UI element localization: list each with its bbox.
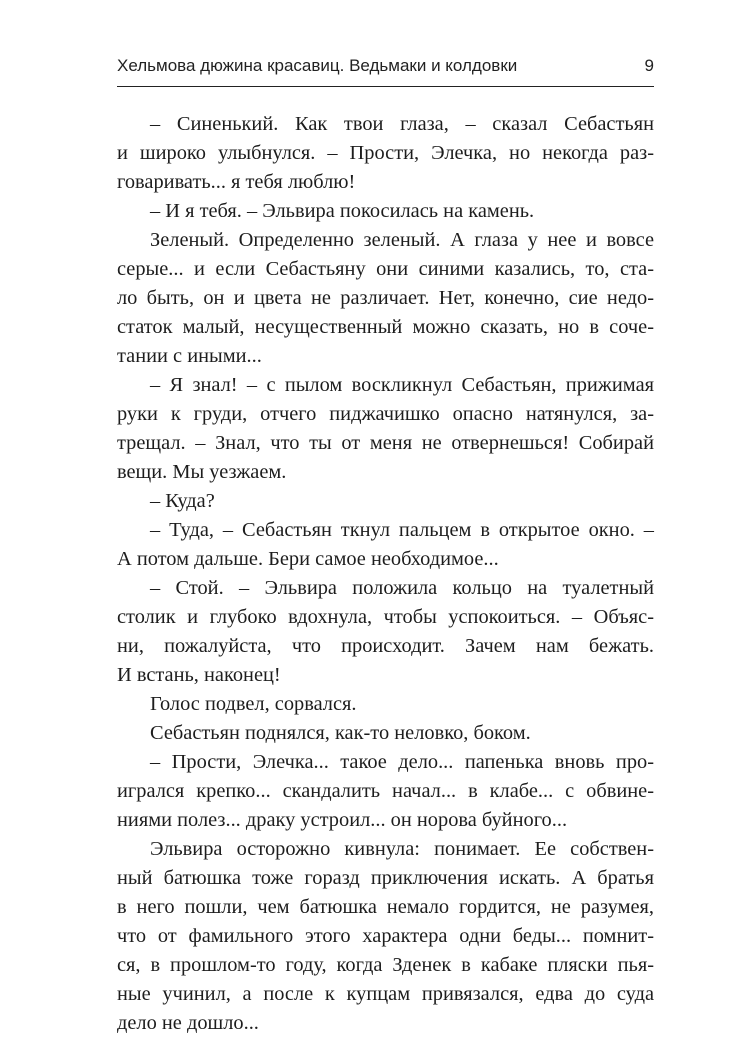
text-line: в него пошли, чем батюшка немало гордится, не разумея,: [117, 896, 654, 918]
text-line: ниями полез... драку устроил... он норова буйного...: [117, 809, 568, 831]
text-line: ный батюшка тоже горазд приключения искать. А братья: [117, 867, 654, 889]
text-line: ся, в прошлом-то году, когда Зденек в кабаке пляски пья-: [117, 954, 654, 976]
text-line: – Стой. – Эльвира положила кольцо на туалетный: [150, 577, 654, 599]
text-line: – Куда?: [150, 490, 215, 512]
text-line: трещал. – Знал, что ты от меня не отвернешься! Собирай: [117, 432, 654, 454]
text-line: – Прости, Элечка... такое дело... папенька вновь про-: [150, 751, 654, 773]
text-line: – Я знал! – с пылом воскликнул Себастьян, прижимая: [150, 374, 654, 396]
text-line: ные учинил, а после к купцам привязался, едва до суда: [117, 983, 654, 1005]
text-line: А потом дальше. Бери самое необходимое...: [117, 548, 499, 570]
text-line: ни, пожалуйста, что происходит. Зачем нам бежать.: [117, 635, 654, 657]
text-line: тании с иными...: [117, 345, 262, 367]
text-line: Эльвира осторожно кивнула: понимает. Ее собствен-: [150, 838, 654, 860]
text-line: вещи. Мы уезжаем.: [117, 461, 287, 483]
text-line: столик и глубоко вдохнула, чтобы успокоиться. – Объяс-: [117, 606, 654, 628]
text-line: Зеленый. Определенно зеленый. А глаза у нее и вовсе: [150, 229, 654, 251]
running-head: [117, 56, 654, 76]
text-line: – Туда, – Себастьян ткнул пальцем в открытое окно. –: [150, 519, 654, 541]
text-line: – Синенький. Как твои глаза, – сказал Себастьян: [150, 113, 654, 135]
text-line: статок малый, несущественный можно сказать, но в сочe-: [117, 316, 654, 338]
text-line: что от фамильного этого характера одни беды... помнит-: [117, 925, 654, 947]
text-line: И встань, наконец!: [117, 664, 281, 686]
text-line: и широко улыбнулся. – Прости, Элечка, но некогда раз-: [117, 142, 654, 164]
header-rule: [117, 86, 654, 87]
text-line: ло быть, он и цвета не различает. Нет, конечно, сие недо-: [117, 287, 654, 309]
text-line: говаривать... я тебя люблю!: [117, 171, 356, 193]
text-line: Голос подвел, сорвался.: [150, 693, 357, 715]
text-line: дело не дошло...: [117, 1012, 259, 1034]
text-line: игрался крепко... скандалить начал... в клабе... с обвине-: [117, 780, 654, 802]
text-line: серые... и если Себастьяну они синими казались, то, ста-: [117, 258, 654, 280]
text-line: Себастьян поднялся, как-то неловко, боком.: [150, 722, 531, 744]
running-title: Хельмова дюжина красавиц. Ведьмаки и колдовки: [117, 56, 518, 75]
page-number: 9: [644, 56, 654, 75]
text-line: – И я тебя. – Эльвира покосилась на камень.: [150, 200, 535, 222]
text-line: руки к груди, отчего пиджачишко опасно натянулся, за-: [117, 403, 654, 425]
body-text: [117, 110, 654, 1038]
